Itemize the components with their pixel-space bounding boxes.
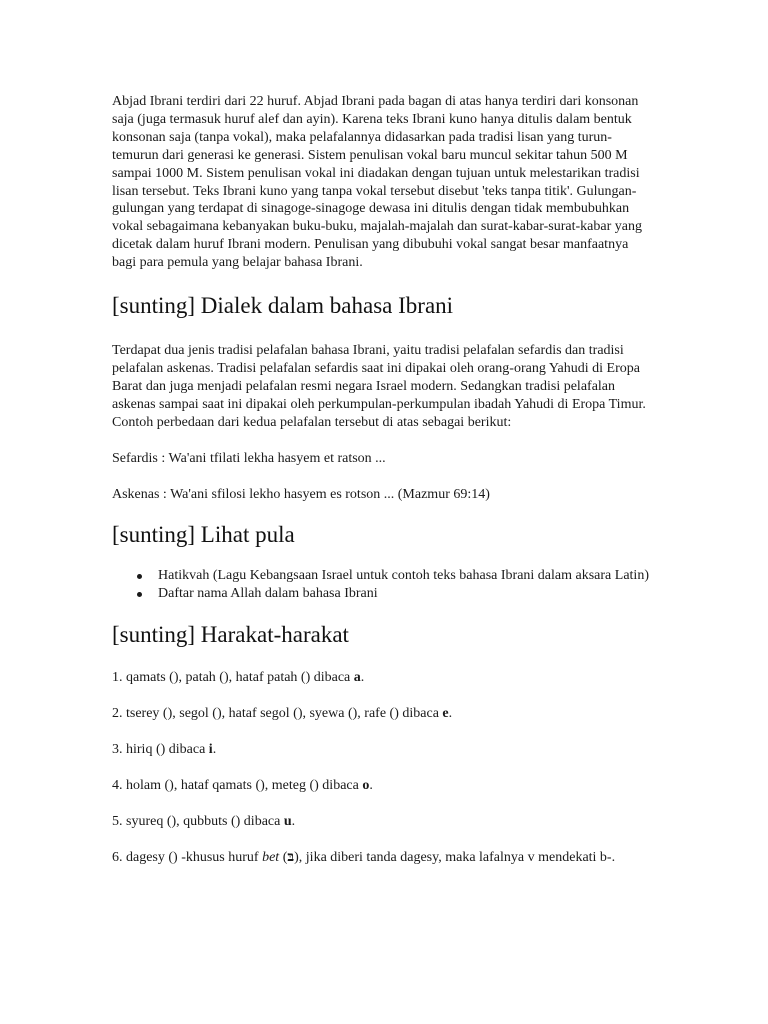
harakat-vowel: a xyxy=(353,670,361,686)
harakat-line-text: 3. hiriq () dibaca xyxy=(112,742,209,758)
document-body xyxy=(112,93,652,867)
hebrew-bet-glyph: בּ xyxy=(287,849,295,865)
harakat-line-o xyxy=(112,777,652,795)
see-also-list xyxy=(112,567,652,603)
harakat-line-text: 4. holam (), hataf qamats (), meteg () dibaca xyxy=(112,777,363,793)
dialek-paragraph: Terdapat dua jenis tradisi pelafalan bahasa Ibrani, yaitu tradisi pelafalan sefardis dan tradisi pelafalan askenas. Tradisi pelafalan sefardis saat ini dipakai oleh orang-orang Yahudi di Eropa Barat dan juga menjadi pelafalan resmi negara Israel modern. Sedangkan tradisi pelafalan askenas sampai saat ini dipakai oleh perkumpulan-perkumpulan ibadah Yahudi di Eropa Timur. Contoh perbedaan dari kedua pelafalan tersebut di atas sebagai berikut: xyxy=(112,343,646,430)
sefardis-example: Sefardis : Wa'ani tfilati lekha hasyem et ratson ... xyxy=(112,450,386,466)
section-heading-harakat: [sunting] Harakat-harakat xyxy=(112,622,349,648)
harakat-line-end: . xyxy=(212,742,217,758)
harakat-line-e xyxy=(112,705,652,723)
dagesy-text-before: 6. dagesy () -khusus huruf xyxy=(112,849,263,865)
dagesy-letter-name: bet xyxy=(262,849,280,865)
dagesy-paren-open: ( xyxy=(279,849,288,865)
harakat-vowel: o xyxy=(362,777,370,793)
harakat-line-u xyxy=(112,813,652,831)
harakat-line-end: . xyxy=(291,813,296,829)
section-heading-dialek: [sunting] Dialek dalam bahasa Ibrani xyxy=(112,293,454,319)
harakat-line-a xyxy=(112,669,652,687)
harakat-vowel: i xyxy=(208,742,213,758)
harakat-vowel: u xyxy=(283,813,292,829)
section-heading-lihat-pula: [sunting] Lihat pula xyxy=(112,522,295,548)
see-also-item-nama-allah[interactable]: Daftar nama Allah dalam bahasa Ibrani xyxy=(158,585,652,603)
dagesy-text-after: ), jika diberi tanda dagesy, maka lafalnya v mendekati b-. xyxy=(294,849,616,865)
harakat-line-end: . xyxy=(369,777,373,793)
harakat-line-text: 1. qamats (), patah (), hataf patah () dibaca xyxy=(112,670,354,686)
intro-paragraph: Abjad Ibrani terdiri dari 22 huruf. Abjad Ibrani pada bagan di atas hanya terdiri dari konsonan saja (juga termasuk huruf alef dan ayin). Karena teks Ibrani kuno hanya ditulis dalam bentuk konsonan saja (tanpa vokal), maka pelafalannya didasarkan pada tradisi lisan yang turun-temurun dari generasi ke generasi. Sistem penulisan vokal baru muncul sekitar tahun 500 M sampai 1000 M. Sistem penulisan vokal ini diadakan dengan tujuan untuk melestarikan tradisi lisan tersebut. Teks Ibrani kuno yang tanpa vokal tersebut disebut 'teks tanpa titik'. Gulungan-gulungan yang terdapat di sinagoge-sinagoge dewasa ini ditulis dengan tidak membubuhkan vokal sebagaimana kebanyakan buku-buku, majalah-majalah dan surat-kabar-surat-kabar yang dicetak dalam huruf Ibrani modern. Penulisan yang dibubuhi vokal sangat besar manfaatnya bagi para pemula yang belajar bahasa Ibrani. xyxy=(112,94,642,271)
harakat-vowel: e xyxy=(442,706,449,722)
harakat-line-text: 2. tserey (), segol (), hataf segol (), syewa (), rafe () dibaca xyxy=(112,706,443,722)
harakat-line-text: 5. syureq (), qubbuts () dibaca xyxy=(112,813,284,829)
harakat-line-end: . xyxy=(360,670,365,686)
harakat-line-i xyxy=(112,741,652,759)
askenas-example: Askenas : Wa'ani sfilosi lekho hasyem es rotson ... (Mazmur 69:14) xyxy=(112,486,490,502)
harakat-line-dagesy xyxy=(112,849,652,867)
see-also-item-hatikvah[interactable]: Hatikvah (Lagu Kebangsaan Israel untuk contoh teks bahasa Ibrani dalam aksara Latin) xyxy=(158,567,652,585)
harakat-line-end: . xyxy=(448,706,453,722)
